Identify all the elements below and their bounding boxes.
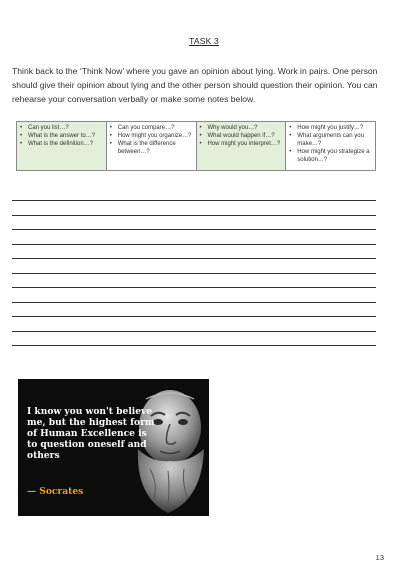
task-title: TASK 3 — [189, 36, 219, 46]
prompt-column-1 — [17, 122, 107, 171]
prompt-item: • How might you interpret…? — [199, 140, 284, 148]
task-instructions: Think back to the ‘Think Now’ where you gave an opinion about lying. Work in pairs. One person should give their opinion about lying and the other person should question their opinion. You can rehearse your conversation verbally or make some notes below. — [12, 66, 378, 105]
note-line[interactable] — [12, 229, 376, 230]
quote-text: I know you won't believe me, but the highest form of Human Excellence is to question oneself and others — [27, 406, 155, 461]
prompt-item: • What is the definition…? — [19, 140, 104, 148]
prompt-item: • What is the answer to…? — [19, 132, 104, 140]
prompt-column-2 — [106, 122, 196, 171]
prompt-item: • Can you list…? — [19, 124, 104, 132]
prompt-item: • Why would you…? — [199, 124, 284, 132]
note-line[interactable] — [12, 258, 376, 259]
prompt-item: • How might you organize…? — [109, 132, 194, 140]
note-line[interactable] — [12, 273, 376, 274]
note-line[interactable] — [12, 331, 376, 332]
note-writing-lines[interactable] — [12, 200, 376, 360]
socrates-quote-image — [18, 379, 209, 516]
prompt-column-4 — [286, 122, 376, 171]
prompt-item: • How might you justify…? — [288, 124, 373, 132]
page-number: 13 — [375, 553, 384, 562]
note-line[interactable] — [12, 302, 376, 303]
prompt-item: • What would happen if…? — [199, 132, 284, 140]
prompt-item: • How might you strategize a solution…? — [288, 148, 373, 164]
note-line[interactable] — [12, 345, 376, 346]
question-prompts-table — [16, 121, 376, 171]
note-line[interactable] — [12, 316, 376, 317]
prompt-item: • What is the difference between…? — [109, 140, 194, 156]
note-line[interactable] — [12, 215, 376, 216]
prompt-item: • What arguments can you make…? — [288, 132, 373, 148]
note-line[interactable] — [12, 287, 376, 288]
prompt-column-3 — [196, 122, 286, 171]
quote-author: — Socrates — [27, 486, 84, 497]
note-line[interactable] — [12, 200, 376, 201]
note-line[interactable] — [12, 244, 376, 245]
prompt-item: • Can you compare…? — [109, 124, 194, 132]
